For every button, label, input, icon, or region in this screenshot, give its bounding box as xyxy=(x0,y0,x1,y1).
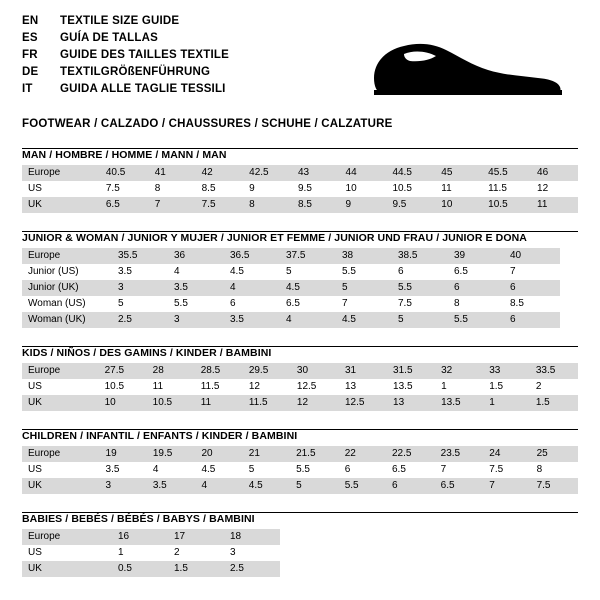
size-cell: 11.5 xyxy=(488,183,507,194)
size-cell: 11 xyxy=(531,197,578,213)
row-label: US xyxy=(28,381,42,392)
size-cell: 4.5 xyxy=(336,312,392,328)
row-label: US xyxy=(28,547,42,558)
language-code: FR xyxy=(22,49,38,61)
row-label: Europe xyxy=(22,529,112,545)
row-label: Europe xyxy=(22,446,100,462)
section-title: BABIES / BEBÉS / BÉBÉS / BABYS / BAMBINI xyxy=(22,513,255,525)
size-cell: 44.5 xyxy=(386,165,435,181)
size-cell: 13.5 xyxy=(435,395,483,411)
size-cell: 7.5 xyxy=(398,298,412,309)
size-table-man xyxy=(22,165,578,213)
size-cell: 33 xyxy=(483,363,530,379)
size-cell: 7.5 xyxy=(531,478,578,494)
language-code: DE xyxy=(22,66,39,78)
size-cell: 36 xyxy=(168,248,224,264)
size-cell: 46 xyxy=(531,165,578,181)
size-cell: 7 xyxy=(342,298,348,309)
row-label: UK xyxy=(22,197,100,213)
size-cell: 39 xyxy=(448,248,504,264)
size-cell: 31.5 xyxy=(387,363,435,379)
size-cell: 7.5 xyxy=(105,183,120,194)
row-label: UK xyxy=(22,395,99,411)
size-cell: 1.5 xyxy=(489,381,504,392)
size-cell: 12 xyxy=(291,395,339,411)
size-cell: 4.5 xyxy=(201,464,216,475)
row-label: US xyxy=(28,183,42,194)
size-cell: 32 xyxy=(435,363,483,379)
section-title: CHILDREN / INFANTIL / ENFANTS / KINDER / BAMBINI xyxy=(22,430,298,442)
language-code: EN xyxy=(22,15,39,27)
size-cell: 20 xyxy=(195,446,242,462)
size-cell: 4.5 xyxy=(243,478,290,494)
size-cell: 6 xyxy=(504,312,560,328)
row-label: Junior (US) xyxy=(28,266,79,277)
size-cell: 41 xyxy=(149,165,196,181)
dress-shoe-icon xyxy=(368,32,568,102)
size-cell: 13 xyxy=(387,395,435,411)
row-label: Woman (US) xyxy=(28,298,86,309)
size-table-babies xyxy=(22,529,280,577)
section-babies xyxy=(22,512,578,577)
size-cell: 8 xyxy=(536,464,543,475)
language-title-list xyxy=(22,14,229,99)
table-row xyxy=(22,379,578,395)
size-cell: 3 xyxy=(112,280,168,296)
size-cell: 6.5 xyxy=(454,266,468,277)
size-cell: 5 xyxy=(336,280,392,296)
size-cell: 37.5 xyxy=(280,248,336,264)
size-cell: 30 xyxy=(291,363,339,379)
table-row xyxy=(22,395,578,411)
section-title: KIDS / NIÑOS / DES GAMINS / KINDER / BAMBINI xyxy=(22,347,272,359)
language-row xyxy=(22,82,229,99)
size-cell: 38 xyxy=(336,248,392,264)
size-cell: 21.5 xyxy=(290,446,339,462)
size-cell: 8 xyxy=(454,298,460,309)
size-cell: 6.5 xyxy=(100,197,149,213)
language-code: IT xyxy=(22,83,33,95)
size-cell: 6.5 xyxy=(435,478,484,494)
size-cell: 3.5 xyxy=(147,478,196,494)
size-cell: 8.5 xyxy=(510,298,524,309)
size-cell: 10 xyxy=(345,183,357,194)
language-title: TEXTILGRÖßENFÜHRUNG xyxy=(60,66,211,78)
language-row xyxy=(22,14,229,31)
size-cell: 3.5 xyxy=(168,280,224,296)
size-cell: 9 xyxy=(340,197,387,213)
size-cell: 10.5 xyxy=(104,381,125,392)
size-cell: 0.5 xyxy=(112,561,168,577)
table-row xyxy=(22,529,280,545)
size-table-children xyxy=(22,446,578,494)
language-title: TEXTILE SIZE GUIDE xyxy=(60,15,180,27)
size-cell: 10.5 xyxy=(482,197,531,213)
size-cell: 3.5 xyxy=(224,312,280,328)
size-cell: 13 xyxy=(344,381,357,392)
row-label: Europe xyxy=(22,165,100,181)
size-cell: 5 xyxy=(290,478,339,494)
size-cell: 6.5 xyxy=(392,464,406,475)
language-row xyxy=(22,65,229,82)
page-header xyxy=(22,14,578,104)
size-cell: 16 xyxy=(112,529,168,545)
size-cell: 1.5 xyxy=(530,395,578,411)
size-table-kids xyxy=(22,363,578,411)
size-cell: 4.5 xyxy=(280,280,336,296)
section-title: MAN / HOMBRE / HOMME / MANN / MAN xyxy=(22,149,227,161)
size-cell: 9 xyxy=(249,183,255,194)
size-cell: 4 xyxy=(174,266,180,277)
size-cell: 17 xyxy=(168,529,224,545)
size-cell: 3 xyxy=(230,547,236,558)
size-cell: 12 xyxy=(537,183,549,194)
size-cell: 5.5 xyxy=(392,280,448,296)
size-cell: 42.5 xyxy=(243,165,292,181)
size-cell: 28.5 xyxy=(195,363,243,379)
size-cell: 19.5 xyxy=(147,446,196,462)
size-cell: 5.5 xyxy=(339,478,386,494)
table-row xyxy=(22,545,280,561)
size-cell: 8 xyxy=(154,183,161,194)
size-cell: 5.5 xyxy=(448,312,504,328)
size-cell: 10 xyxy=(99,395,147,411)
size-cell: 4 xyxy=(195,478,242,494)
size-cell: 8.5 xyxy=(201,183,216,194)
row-label: UK xyxy=(22,561,112,577)
row-label: Europe xyxy=(22,363,99,379)
size-cell: 10.5 xyxy=(147,395,195,411)
size-cell: 5 xyxy=(118,298,124,309)
size-cell: 4 xyxy=(152,464,159,475)
table-row xyxy=(22,312,560,328)
size-cell: 6 xyxy=(230,298,236,309)
size-cell: 7.5 xyxy=(196,197,244,213)
size-cell: 13.5 xyxy=(393,381,413,392)
size-cell: 5.5 xyxy=(296,464,310,475)
size-cell: 3 xyxy=(100,478,147,494)
size-cell: 43 xyxy=(292,165,340,181)
size-cell: 7 xyxy=(149,197,196,213)
section-children xyxy=(22,429,578,494)
size-cell: 6 xyxy=(504,280,560,296)
language-row xyxy=(22,48,229,65)
size-table-junior-woman xyxy=(22,248,560,328)
size-cell: 11.5 xyxy=(243,395,291,411)
language-title-body xyxy=(22,14,229,99)
size-cell: 5.5 xyxy=(342,266,356,277)
size-cell: 23.5 xyxy=(435,446,484,462)
size-cell: 11.5 xyxy=(200,381,220,392)
language-code: ES xyxy=(22,32,38,44)
size-cell: 11 xyxy=(441,183,452,194)
size-cell: 12.5 xyxy=(296,381,317,392)
section-kids xyxy=(22,346,578,411)
row-label: Junior (UK) xyxy=(22,280,112,296)
size-cell: 25 xyxy=(531,446,578,462)
size-cell: 7 xyxy=(510,266,516,277)
size-cell: 2.5 xyxy=(112,312,168,328)
size-cell: 29.5 xyxy=(243,363,291,379)
size-cell: 11 xyxy=(195,395,243,411)
table-row xyxy=(22,165,578,181)
size-cell: 28 xyxy=(147,363,195,379)
size-cell: 10 xyxy=(435,197,482,213)
size-cell: 2.5 xyxy=(224,561,280,577)
size-cell: 38.5 xyxy=(392,248,448,264)
size-cell: 1 xyxy=(483,395,530,411)
row-label: UK xyxy=(22,478,100,494)
size-cell: 7 xyxy=(483,478,530,494)
table-row xyxy=(22,363,578,379)
size-cell: 44 xyxy=(340,165,387,181)
page-title: FOOTWEAR / CALZADO / CHAUSSURES / SCHUHE / CALZATURE xyxy=(22,118,393,130)
size-cell: 21 xyxy=(243,446,290,462)
size-cell: 5.5 xyxy=(174,298,188,309)
size-cell: 12 xyxy=(248,381,260,392)
size-cell: 19 xyxy=(100,446,147,462)
language-row xyxy=(22,31,229,48)
size-cell: 10.5 xyxy=(392,183,412,194)
table-row xyxy=(22,462,578,478)
size-cell: 7 xyxy=(440,464,447,475)
size-cell: 5 xyxy=(286,266,292,277)
table-row xyxy=(22,561,280,577)
table-row xyxy=(22,264,560,280)
size-cell: 40.5 xyxy=(100,165,149,181)
size-cell: 6 xyxy=(448,280,504,296)
table-row xyxy=(22,296,560,312)
table-row xyxy=(22,197,578,213)
table-row xyxy=(22,446,578,462)
size-cell: 12.5 xyxy=(339,395,387,411)
size-cell: 1 xyxy=(441,381,447,392)
size-cell: 3.5 xyxy=(105,464,120,475)
size-cell: 3.5 xyxy=(118,266,132,277)
size-cell: 5 xyxy=(248,464,255,475)
size-cell: 5 xyxy=(392,312,448,328)
language-title: GUÍA DE TALLAS xyxy=(60,32,158,44)
size-cell: 4 xyxy=(224,280,280,296)
size-cell: 9.5 xyxy=(386,197,435,213)
size-cell: 3 xyxy=(168,312,224,328)
size-cell: 8 xyxy=(243,197,292,213)
size-cell: 4.5 xyxy=(230,266,244,277)
size-cell: 7.5 xyxy=(489,464,504,475)
size-cell: 45.5 xyxy=(482,165,531,181)
row-label: US xyxy=(28,464,42,475)
row-label: Woman (UK) xyxy=(22,312,112,328)
section-title: JUNIOR & WOMAN / JUNIOR Y MUJER / JUNIOR ET FEMME / JUNIOR UND FRAU / JUNIOR E DONA xyxy=(22,232,527,244)
table-row xyxy=(22,181,578,197)
row-label: Europe xyxy=(22,248,112,264)
size-cell: 40 xyxy=(504,248,560,264)
size-cell: 36.5 xyxy=(224,248,280,264)
section-man xyxy=(22,148,578,213)
language-title: GUIDA ALLE TAGLIE TESSILI xyxy=(60,83,226,95)
section-junior-woman xyxy=(22,231,578,328)
size-cell: 4 xyxy=(280,312,336,328)
size-cell: 35.5 xyxy=(112,248,168,264)
size-cell: 1 xyxy=(118,547,124,558)
size-cell: 22 xyxy=(339,446,386,462)
size-cell: 6 xyxy=(386,478,435,494)
size-cell: 6 xyxy=(344,464,351,475)
size-cell: 2 xyxy=(174,547,180,558)
size-cell: 18 xyxy=(224,529,280,545)
size-cell: 24 xyxy=(483,446,530,462)
table-row xyxy=(22,248,560,264)
size-cell: 2 xyxy=(535,381,542,392)
table-row xyxy=(22,280,560,296)
language-title: GUIDE DES TAILLES TEXTILE xyxy=(60,49,229,61)
size-cell: 6.5 xyxy=(286,298,300,309)
size-cell: 27.5 xyxy=(99,363,147,379)
size-cell: 11 xyxy=(152,381,164,392)
size-cell: 9.5 xyxy=(298,183,312,194)
size-cell: 6 xyxy=(398,266,404,277)
table-row xyxy=(22,478,578,494)
size-cell: 8.5 xyxy=(292,197,340,213)
size-cell: 22.5 xyxy=(386,446,435,462)
size-cell: 31 xyxy=(339,363,387,379)
size-cell: 33.5 xyxy=(530,363,578,379)
size-cell: 45 xyxy=(435,165,482,181)
size-cell: 42 xyxy=(196,165,244,181)
size-cell: 1.5 xyxy=(168,561,224,577)
